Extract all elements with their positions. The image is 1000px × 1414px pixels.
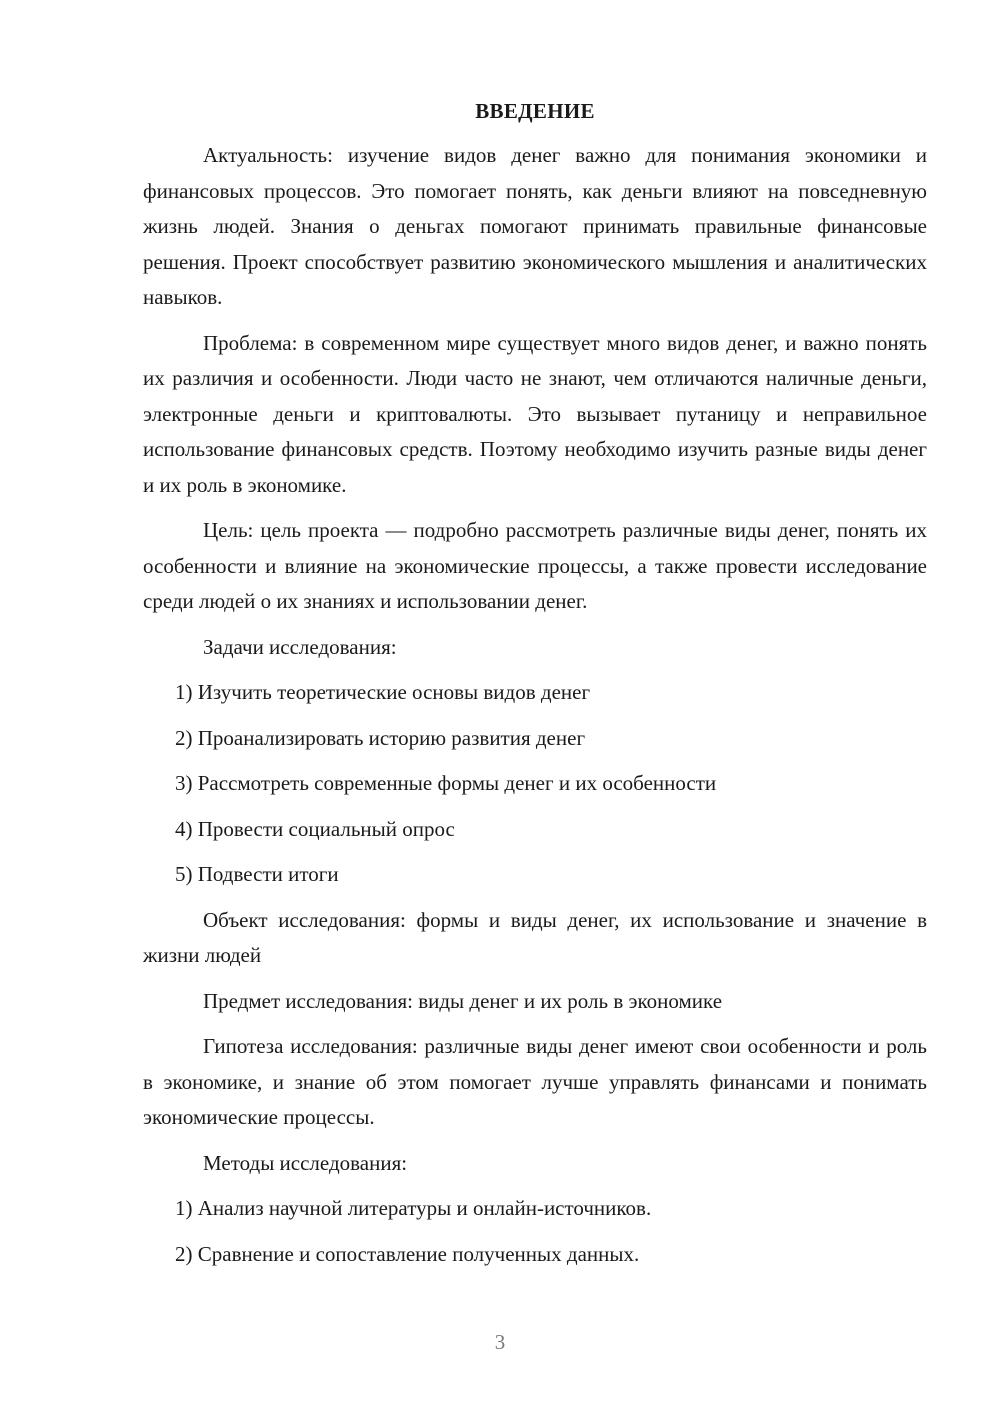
subject-paragraph: Предмет исследования: виды денег и их роль в экономике xyxy=(203,988,723,1013)
task-item: 4) Провести социальный опрос xyxy=(175,816,455,841)
page-title: ВВЕДЕНИЕ xyxy=(475,99,595,123)
task-item: 1) Изучить теоретические основы видов денег xyxy=(175,680,591,704)
task-item: 5) Подвести итоги xyxy=(175,862,339,886)
relevance-paragraph: Актуальность: изучение видов денег важно для понимания экономики и финансовых процессов. Это помогает понять, как деньги влияют на повседневную жизнь людей. Знания о деньгах помогают принимать правильные финансовые решения. Проект способствует развитию экономического мышления и аналитических навыков. xyxy=(143,143,927,309)
method-item: 2) Сравнение и сопоставление полученных данных. xyxy=(175,1241,640,1266)
page-number: 3 xyxy=(494,1330,506,1354)
document-page xyxy=(143,96,927,1282)
object-paragraph: Объект исследования: формы и виды денег, их использование и значение в жизни людей xyxy=(143,907,927,967)
task-item: 2) Проанализировать историю развития денег xyxy=(175,725,586,750)
goal-paragraph: Цель: цель проекта — подробно рассмотреть различные виды денег, понять их особенности и влияние на экономические процессы, а также провести исследование среди людей о их знаниях и использовании денег. xyxy=(143,518,927,613)
methods-title: Методы исследования: xyxy=(203,1150,408,1175)
methods-list xyxy=(143,1191,927,1272)
problem-paragraph: Проблема: в современном мире существует много видов денег, и важно понять их различия и особенности. Люди часто не знают, чем отличаются наличные деньги, электронные деньги и криптовалюты. Это вызывает путаницу и неправильное использование финансовых средств. Поэтому необходимо изучить разные виды денег и их роль в экономике. xyxy=(143,330,927,497)
tasks-title: Задачи исследования: xyxy=(203,634,397,659)
method-item: 1) Анализ научной литературы и онлайн-источников. xyxy=(175,1196,652,1220)
task-item: 3) Рассмотреть современные формы денег и их особенности xyxy=(175,771,717,795)
tasks-list xyxy=(143,675,927,893)
hypothesis-paragraph: Гипотеза исследования: различные виды денег имеют свои особенности и роль в экономике, и знание об этом помогает лучше управлять финансами и понимать экономические процессы. xyxy=(143,1034,927,1129)
